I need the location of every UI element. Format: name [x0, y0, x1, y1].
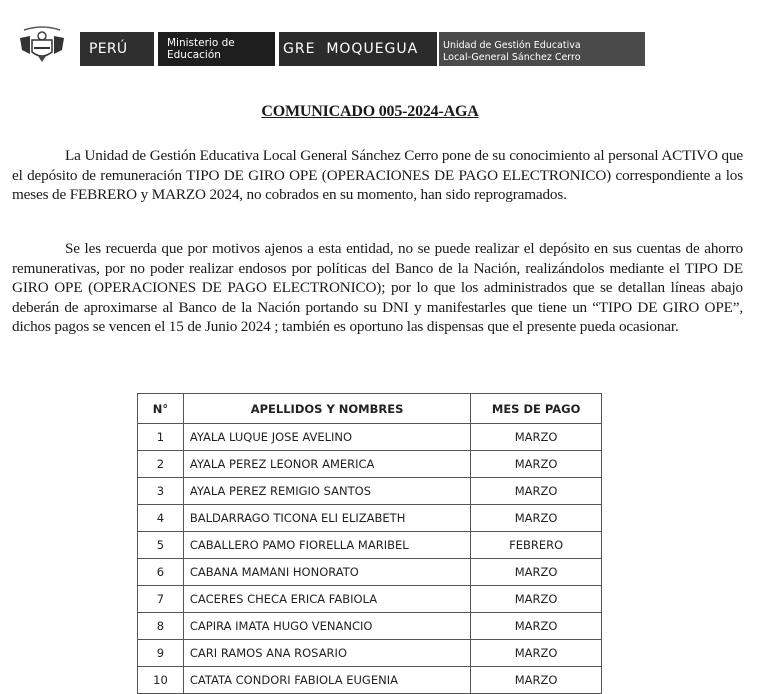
row-month: MARZO [471, 667, 602, 694]
row-number: 4 [138, 505, 184, 532]
row-name: CATATA CONDORI FABIOLA EUGENIA [183, 667, 470, 694]
table-row [138, 667, 602, 694]
table-row [138, 586, 602, 613]
row-month: MARZO [471, 613, 602, 640]
header-ugel-line1: Unidad de Gestión Educativa [443, 40, 581, 51]
row-name: AYALA PEREZ REMIGIO SANTOS [183, 478, 470, 505]
row-number: 10 [138, 667, 184, 694]
table-row [138, 478, 602, 505]
row-month: MARZO [471, 451, 602, 478]
row-name: BALDARRAGO TICONA ELI ELIZABETH [183, 505, 470, 532]
header-gre-label: GRE MOQUEGUA [283, 41, 419, 57]
table-row [138, 532, 602, 559]
table-row [138, 505, 602, 532]
header-ministerio-line1: Ministerio de [167, 37, 235, 49]
document-title: COMUNICADO 005-2024-AGA [261, 103, 479, 120]
row-number: 9 [138, 640, 184, 667]
row-name: AYALA PEREZ LEONOR AMERICA [183, 451, 470, 478]
row-name: CARI RAMOS ANA ROSARIO [183, 640, 470, 667]
row-month: MARZO [471, 424, 602, 451]
row-name: CACERES CHECA ERICA FABIOLA [183, 586, 470, 613]
row-month: MARZO [471, 478, 602, 505]
peru-coat-of-arms-icon [16, 24, 68, 64]
row-month: MARZO [471, 640, 602, 667]
row-month: MARZO [471, 586, 602, 613]
table-row [138, 640, 602, 667]
row-name: CABANA MAMANI HONORATO [183, 559, 470, 586]
header-ministerio-block [158, 32, 275, 66]
paragraph-reminder: Se les recuerda que por motivos ajenos a esta entidad, no se puede realizar el depósito en sus cuentas de ahorro remunerativas, por no poder realizar endosos por políticas del Banco de la Nación, realizándolos mediante el TIPO DE GIRO OPE (OPERACIONES DE PAGO ELECTRONICO); por lo que los administrados que se detallan líneas abajo deberán de aproximarse al Banco de la Nación portando su DNI y manifestarles que tiene un “TIPO DE GIRO OPE”, dichos pagos se vencen el 15 de Junio 2024 ; también es oportuno las dispensas que el presente pueda ocasionar. [12, 240, 743, 336]
row-name: CABALLERO PAMO FIORELLA MARIBEL [183, 532, 470, 559]
row-number: 5 [138, 532, 184, 559]
row-number: 6 [138, 559, 184, 586]
header-peru-block [80, 32, 154, 66]
paragraph-intro: La Unidad de Gestión Educativa Local General Sánchez Cerro pone de su conocimiento al personal ACTIVO que el depósito de remuneración TIPO DE GIRO OPE (OPERACIONES DE PAGO ELECTRONICO) correspondiente a los meses de FEBRERO y MARZO 2024, no cobrados en su momento, han sido reprogramados. [12, 147, 743, 204]
column-header-name: APELLIDOS Y NOMBRES [183, 394, 470, 424]
row-number: 2 [138, 451, 184, 478]
row-month: MARZO [471, 505, 602, 532]
row-number: 8 [138, 613, 184, 640]
payee-table [137, 393, 602, 694]
row-number: 1 [138, 424, 184, 451]
header-peru-label: PERÚ [89, 41, 128, 57]
letterhead [0, 0, 760, 80]
table-header-row [138, 394, 602, 424]
row-month: MARZO [471, 559, 602, 586]
row-number: 7 [138, 586, 184, 613]
column-header-number: N° [138, 394, 184, 424]
table-row [138, 451, 602, 478]
row-number: 3 [138, 478, 184, 505]
table-row [138, 424, 602, 451]
table-row [138, 559, 602, 586]
header-ugel-line2: Local-General Sánchez Cerro [443, 52, 581, 63]
header-ministerio-line2: Educación [167, 49, 221, 61]
header-ugel-block [439, 32, 645, 66]
column-header-month: MES DE PAGO [471, 394, 602, 424]
row-name: CAPIRA IMATA HUGO VENANCIO [183, 613, 470, 640]
row-name: AYALA LUQUE JOSE AVELINO [183, 424, 470, 451]
table-row [138, 613, 602, 640]
row-month: FEBRERO [471, 532, 602, 559]
header-gre-block [279, 32, 437, 66]
